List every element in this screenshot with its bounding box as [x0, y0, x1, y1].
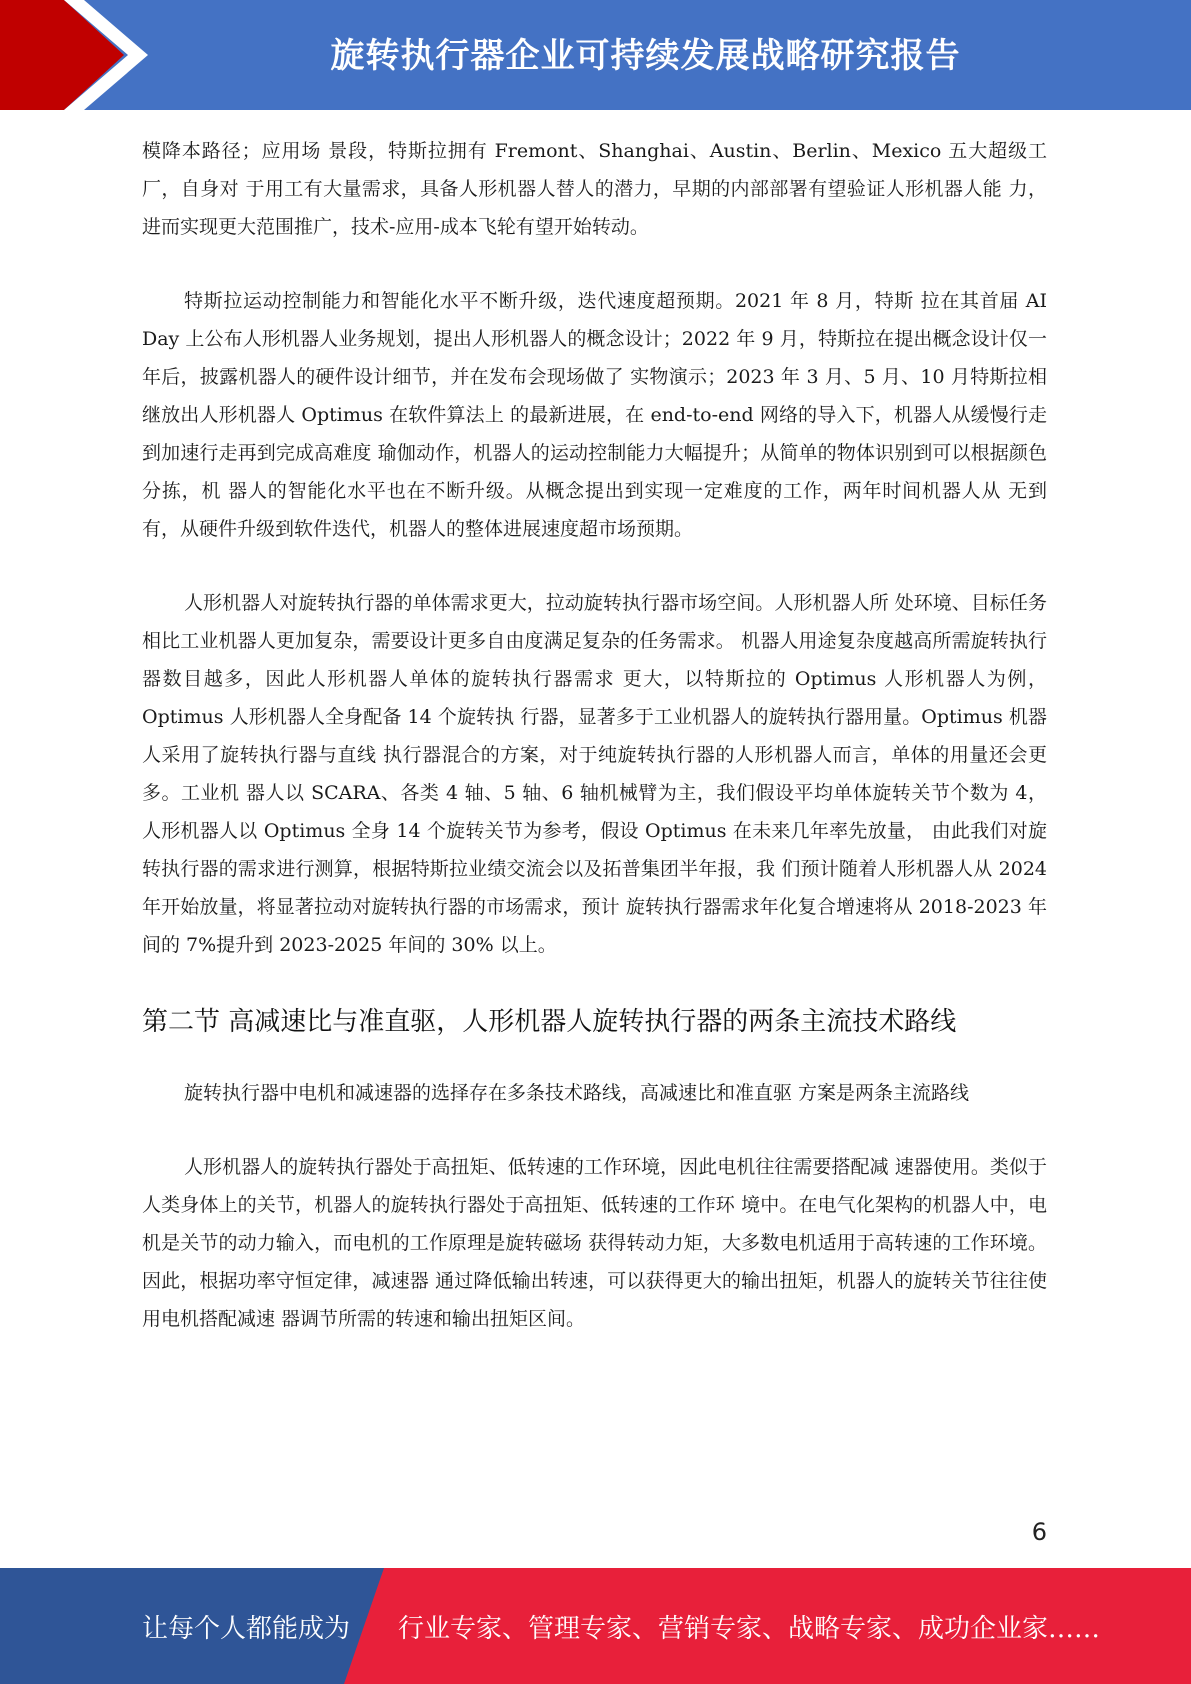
- footer-slogan-right: 行业专家、管理专家、营销专家、战略专家、成功企业家……: [398, 1613, 1101, 1644]
- main-content: [142, 132, 1047, 1374]
- page-header: [0, 0, 1191, 110]
- paragraph-2: 特斯拉运动控制能力和智能化水平不断升级，迭代速度超预期。2021 年 8 月，特斯 拉在其首届 AI Day 上公布人形机器人业务规划，提出人形机器人的概念设计；2022 年 9 月，特斯拉在提出概念设计仅一年后，披露机器人的硬件设计细节，并在发布会现场做了 实物演示；2023 年 3 月、5 月、10 月特斯拉相继放出人形机器人 Optimus 在软件算法上 的最新进展，在 end-to-end 网络的导入下，机器人从缓慢行走到加速行走再到完成高难度 瑜伽动作，机器人的运动控制能力大幅提升；从简单的物体识别到可以根据颜色分拣，机 器人的智能化水平也在不断升级。从概念提出到实现一定难度的工作，两年时间机器人从 无到有，从硬件升级到软件迭代，机器人的整体进展速度超市场预期。: [142, 290, 1047, 540]
- paragraph-4: 旋转执行器中电机和减速器的选择存在多条技术路线，高减速比和准直驱 方案是两条主流路线: [184, 1082, 970, 1104]
- page-number: 6: [1031, 1518, 1047, 1546]
- paragraph-1: 模降本路径；应用场 景段，特斯拉拥有 Fremont、Shanghai、Austin、Berlin、Mexico 五大超级工厂，自身对 于用工有大量需求，具备人形机器人替人的潜力，早期的内部部署有望验证人形机器人能 力，进而实现更大范围推广，技术-应用-成本飞轮有望开始转动。: [142, 140, 1047, 238]
- page-footer: [0, 1568, 1191, 1684]
- footer-slogan-left: 让每个人都能成为: [142, 1613, 351, 1644]
- paragraph-3: 人形机器人对旋转执行器的单体需求更大，拉动旋转执行器市场空间。人形机器人所 处环境、目标任务相比工业机器人更加复杂，需要设计更多自由度满足复杂的任务需求。 机器人用途复杂度越高所需旋转执行器数目越多，因此人形机器人单体的旋转执行器需求 更大，以特斯拉的 Optimus 人形机器人为例，Optimus 人形机器人全身配备 14 个旋转执 行器，显著多于工业机器人的旋转执行器用量。Optimus 机器人采用了旋转执行器与直线 执行器混合的方案，对于纯旋转执行器的人形机器人而言，单体的用量还会更多。工业机 器人以 SCARA、各类 4 轴、5 轴、6 轴机械臂为主，我们假设平均单体旋转关节个数为 4， 人形机器人以 Optimus 全身 14 个旋转关节为参考，假设 Optimus 在未来几年率先放量， 由此我们对旋转执行器的需求进行测算，根据特斯拉业绩交流会以及拓普集团半年报，我 们预计随着人形机器人从 2024 年开始放量，将显著拉动对旋转执行器的市场需求，预计 旋转执行器需求年化复合增速将从 2018-2023 年间的 7%提升到 2023-2025 年间的 30% 以上。: [142, 592, 1047, 956]
- section-heading: 第二节 高减速比与准直驱，人形机器人旋转执行器的两条主流技术路线: [142, 1007, 957, 1037]
- paragraph-5: 人形机器人的旋转执行器处于高扭矩、低转速的工作环境，因此电机往往需要搭配减 速器使用。类似于人类身体上的关节，机器人的旋转执行器处于高扭矩、低转速的工作环 境中。在电气化架构的机器人中，电机是关节的动力输入，而电机的工作原理是旋转磁场 获得转动力矩，大多数电机适用于高转速的工作环境。因此，根据功率守恒定律，减速器 通过降低输出转速，可以获得更大的输出扭矩，机器人的旋转关节往往使用电机搭配减速 器调节所需的转速和输出扭矩区间。: [142, 1156, 1047, 1330]
- report-title: 旋转执行器企业可持续发展战略研究报告: [330, 35, 961, 76]
